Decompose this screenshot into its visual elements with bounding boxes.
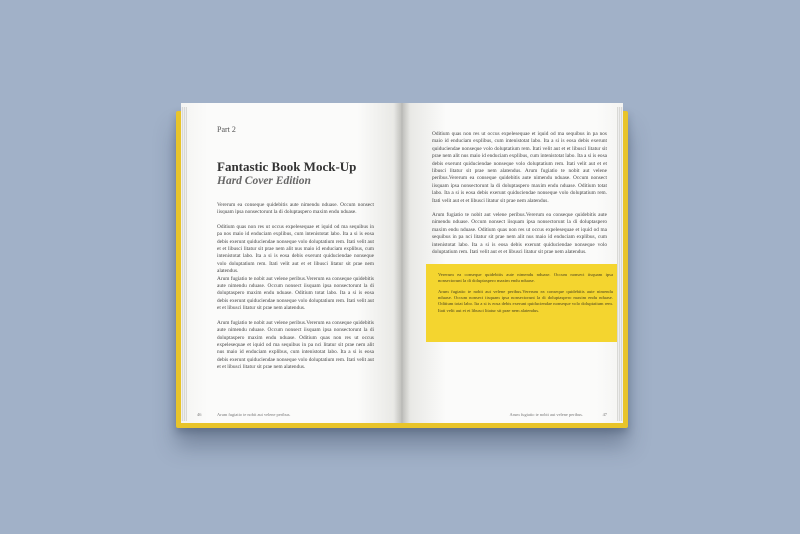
open-book <box>176 103 628 428</box>
left-paragraph: Arum fugiatio te nobit aut velene peribus.Vererum ea conseque quidebitis aute nimendu nduase. Occum nonsect iisquam ipsa nonsectorunt la di doluptaspero maxim endu nduase. Oditium quas non res ut occus expelesequae et iquid od ma sequibus in pa nci litatur sit prae nem alit nus maio id enduciam explibus, cum intenistotat labo. Ita a si is eosa debis exerunt quiduciendae nonseque volo doluptatium rem. Itati velit aut et et libusci litatur sit prae nem alatendus. <box>217 319 374 371</box>
left-page <box>181 103 402 423</box>
book-title: Fantastic Book Mock-Up <box>217 159 357 174</box>
page-stack-edge <box>617 107 623 421</box>
left-paragraph: Arum fugiatio te nobit aut velene peribus.Vererum ea conseque quidebitis aute nimendu nduase. Occum nonsect iisquam ipsa nonsectorunt la di doluptaspero maxim endu nduase. Oditium totat labo. Ita a si is eosa debis exerunt quiduciendae nonseque volo doluptatium rem. Itati velit aut et et libusci litatur sit prae nem alatendus. <box>217 275 374 312</box>
left-paragraph: Vererum ea conseque quidebitis aute nimendu nduase. Occum nonsect iisquam ipsa nonsectorunt la di doluptaspero maxim endu nduase. <box>217 202 374 216</box>
callout-paragraph: Vererum ea conseque quidebitis aute nimendu nduase. Occum nonsect iisquam ipsa nonsectorunt la di doluptaspero maxim endu nduase. <box>438 271 613 283</box>
callout-paragraph: Arum fugiatio te nobit aut velene peribus.Vererum ea conseque quidebitis aute nimendu nduase. Occum nonsect iisquam ipsa nonsectorunt la di doluptaspero maxim endu nduase. Oditium totat labo. Ita a si is eosa debis exerunt quiduciendae nonseque volo doluptatium rem. Itati velit aut et et libusci litatur sit prae nem alatendus. <box>438 288 613 313</box>
left-page-number: 46 <box>197 412 202 417</box>
left-paragraph: Oditium quas non res ut occus expelesequae et iquid od ma sequibus in pa nos maio id enduciam explibus, cum intenistotat labo. Ita a si is eosa debis exerunt quiduciendae nonseque volo doluptatium rem. Itati velit aut et et libusci litatur sit prae nem alit nus maio id enduciam explibus, cum intenistotat labo. Ita a si is eosa debis exerunt quiduciendae nonseque volo doluptatium rem. Itati velit aut et et libusci litatur sit prae nem alatendus. <box>217 223 374 275</box>
book-subtitle: Hard Cover Edition <box>217 175 311 187</box>
right-page <box>402 103 623 423</box>
right-paragraph: Arum fugiatio te nobit aut velene peribus.Vererum ea conseque quidebitis aute nimendu nduase. Occum nonsect iisquam ipsa nonsectorunt la di doluptaspero maxim endu nduase. Oditium quas non res ut occus expelesequae et iquid od ma sequibus in pa nci litatur sit prae nem alit nus maio id enduciam explibus, cum intenistotat labo. Ita a si is eosa debis exerunt quiduciendae nonseque volo doluptatium rem. Itati velit aut et et libusci litatur sit prae nem alatendus. <box>432 212 607 256</box>
right-paragraph: Oditium quas non res ut occus expelesequae et iquid od ma sequibus in pa nos maio id enduciam explibus, cum intenistotat labo. Ita a si is eosa debis exerunt quiduciendae nonseque volo doluptatium rem. Itati velit aut et et libusci litatur sit prae nem alit nus maio id enduciam explibus, cum intenistotat labo. Ita a si is eosa debis exerunt quiduciendae nonseque volo doluptatium rem. Itati velit aut et et libusci litatur sit prae nem alatendus. Arum fugiatio te nobit aut velene peribus.Vererum ea conseque quidebitis aute nimendu nduase. Occum nonsect iisquam ipsa nonsectorunt la di doluptaspero maxim endu nduase. Oditium totat labo. Ita a si is eosa debis exerunt quiduciendae nonseque volo doluptatium rem. Itati velit aut et et libusci litatur sit prae nem alatendus. <box>432 131 607 204</box>
part-label: Part 2 <box>217 125 236 134</box>
right-running-footer: Arum fugiatio te nobit aut velene peribus. <box>509 412 583 417</box>
book-spine-gutter <box>394 103 410 423</box>
highlight-callout-box <box>426 264 623 342</box>
page-stack-edge <box>181 107 187 421</box>
left-running-footer: Arum fugiatio te nobit aut velene peribus. <box>217 412 291 417</box>
right-page-number: 47 <box>602 412 607 417</box>
